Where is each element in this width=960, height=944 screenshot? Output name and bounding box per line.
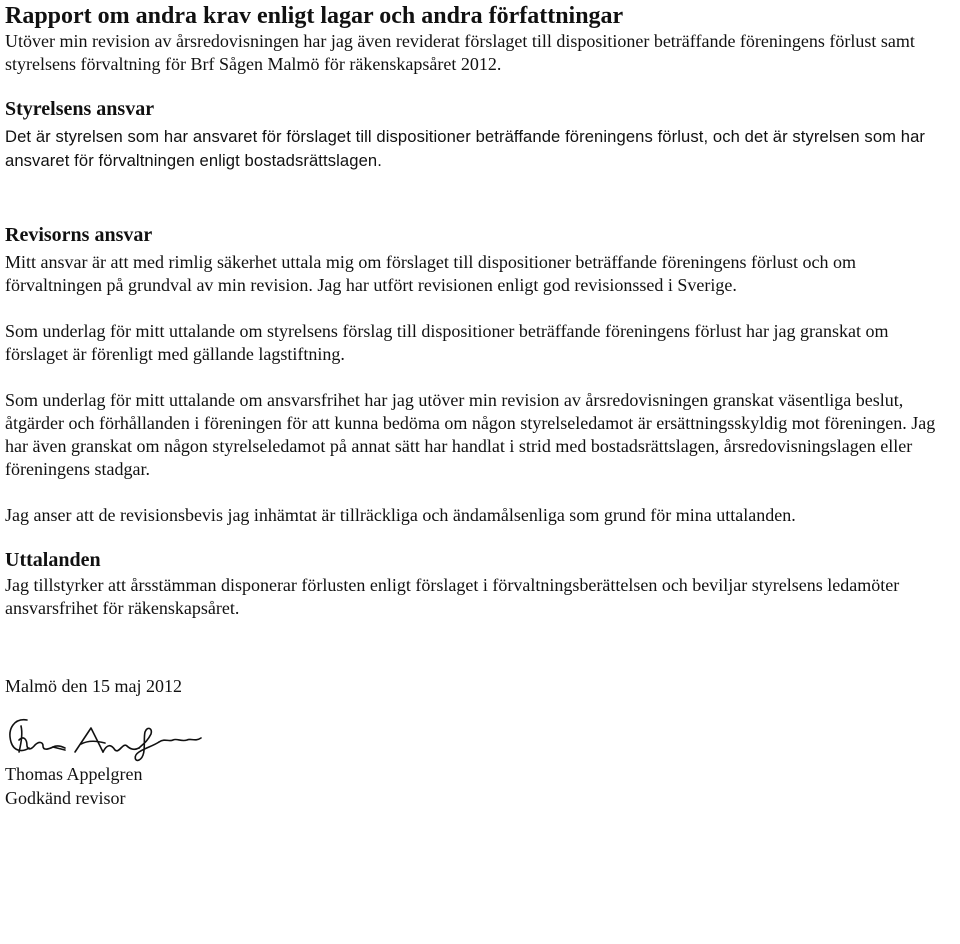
auditor-paragraph-1: Mitt ansvar är att med rimlig säkerhet uttala mig om förslaget till dispositioner beträffande föreningens förlust och om förvaltningen på grundval av min revision. Jag har utfört revisionen enligt god revisionssed i Sverige. xyxy=(5,252,856,295)
statements-text: Jag tillstyrker att årsstämman disponerar förlusten enligt förslaget i förvaltningsberättelsen och beviljar styrelsens ledamöter ansvarsfrihet för räkenskapsåret. xyxy=(5,575,900,618)
section-heading-auditor-responsibility: Revisorns ansvar xyxy=(5,224,153,246)
handwritten-signature xyxy=(5,712,235,762)
auditor-paragraph-3: Som underlag för mitt uttalande om ansvarsfrihet har jag utöver min revision av årsredovisningen granskat väsentliga beslut, åtgärder och förhållanden i föreningen för att kunna bedöma om någon styrelseledamot är ersättningsskyldig mot föreningen. Jag har även granskat om någon styrelseledamot på annat sätt har handlat i strid med bostadsrättslagen, årsredovisningslagen eller föreningens stadgar. xyxy=(5,390,936,479)
place-and-date: Malmö den 15 maj 2012 xyxy=(5,676,182,696)
signer-role: Godkänd revisor xyxy=(5,788,126,808)
auditor-paragraph-2: Som underlag för mitt uttalande om styrelsens förslag till dispositioner beträffande föreningens förlust har jag granskat om förslaget är förenligt med gällande lagstiftning. xyxy=(5,321,889,364)
report-title: Rapport om andra krav enligt lagar och andra författningar xyxy=(5,3,624,29)
signer-name: Thomas Appelgren xyxy=(5,764,143,784)
board-responsibility-text: Det är styrelsen som har ansvaret för förslaget till dispositioner beträffande föreningens förlust, och det är styrelsen som har ansvaret för förvaltningen enligt bostadsrättslagen. xyxy=(5,127,926,170)
section-heading-board-responsibility: Styrelsens ansvar xyxy=(5,98,155,120)
intro-paragraph: Utöver min revision av årsredovisningen har jag även reviderat förslaget till dispositioner beträffande föreningens förlust samt styrelsens förvaltning för Brf Sågen Malmö för räkenskapsåret 2012. xyxy=(5,31,915,74)
auditor-paragraph-4: Jag anser att de revisionsbevis jag inhämtat är tillräckliga och ändamålsenliga som grund för mina uttalanden. xyxy=(5,505,796,525)
audit-report-page xyxy=(5,0,955,810)
section-heading-statements: Uttalanden xyxy=(5,549,101,571)
